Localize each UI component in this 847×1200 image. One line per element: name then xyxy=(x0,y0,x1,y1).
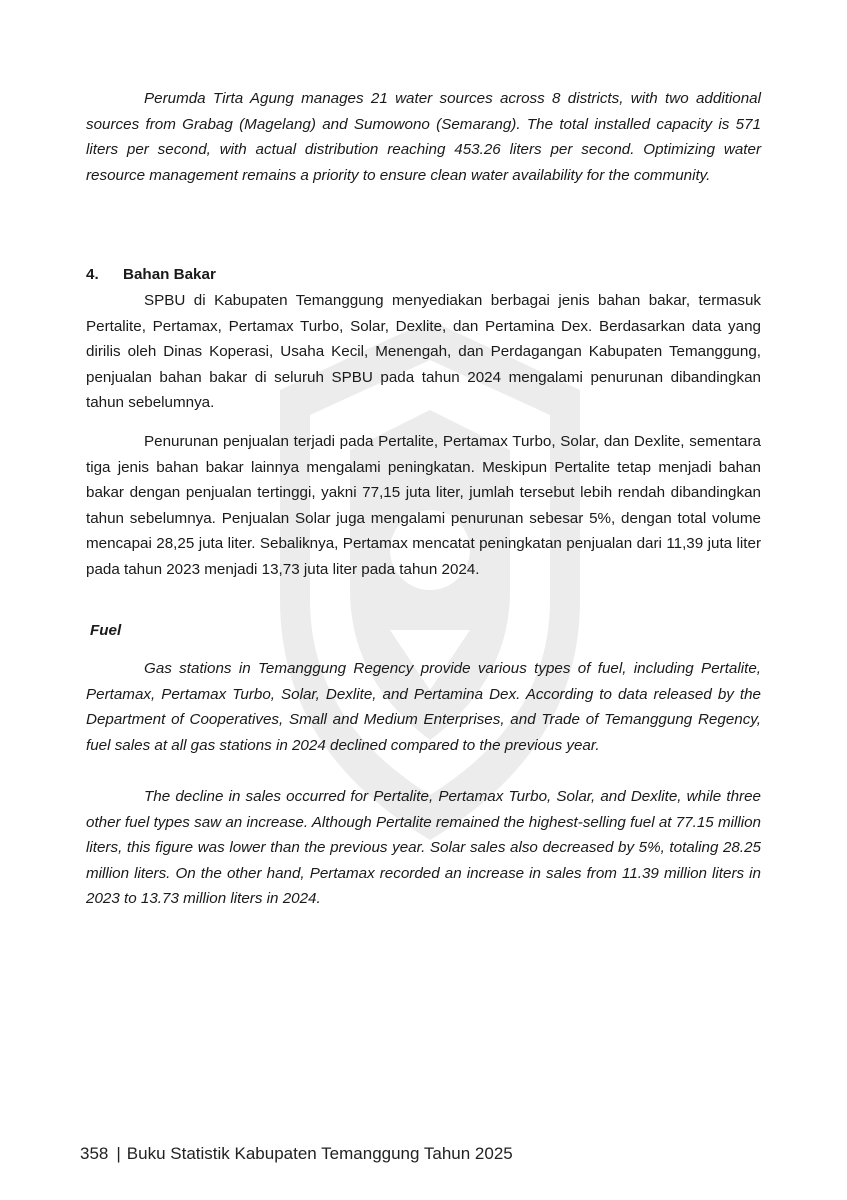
water-paragraph-en: Perumda Tirta Agung manages 21 water sources across 8 districts, with two additional sources from Grabag (Magelang) and Sumowono (Semarang). The total installed capacity is 571 liters per second, with actual distribution reaching 453.26 liters per second. Optimizing water resource management remains a priority to ensure clean water availability for the community. xyxy=(86,90,761,184)
section-english-title: Fuel xyxy=(90,622,122,639)
section-heading xyxy=(86,264,216,286)
book-title: Buku Statistik Kabupaten Temanggung Tahun 2025 xyxy=(126,1144,513,1163)
fuel-paragraph-en-2: The decline in sales occurred for Pertalite, Pertamax Turbo, Solar, and Dexlite, while three other fuel types saw an increase. Although Pertalite remained the highest-selling fuel at 77.15 million liters, this figure was lower than the previous year. Solar sales also decreased by 5%, totaling 28.25 million liters. On the other hand, Pertamax recorded an increase in sales from 11.39 million liters in 2023 to 13.73 million liters in 2024. xyxy=(86,788,761,907)
fuel-paragraph-id-2: Penurunan penjualan terjadi pada Pertalite, Pertamax Turbo, Solar, dan Dexlite, sementara tiga jenis bahan bakar lainnya mengalami peningkatan. Meskipun Pertalite tetap menjadi bahan bakar dengan penjualan tertinggi, yakni 77,15 juta liter, jumlah tersebut lebih rendah dibandingkan tahun sebelumnya. Penjualan Solar juga mengalami penurunan sebesar 5%, dengan total volume mencapai 28,25 juta liter. Sebaliknya, Pertamax mencatat peningkatan penjualan dari 11,39 juta liter pada tahun 2023 menjadi 13,73 juta liter pada tahun 2024. xyxy=(86,433,761,578)
fuel-paragraph-id-1: SPBU di Kabupaten Temanggung menyediakan berbagai jenis bahan bakar, termasuk Pertalite, Pertamax, Pertamax Turbo, Solar, Dexlite, dan Pertamina Dex. Berdasarkan data yang dirilis oleh Dinas Koperasi, Usaha Kecil, Menengah, dan Perdagangan Kabupaten Temanggung, penjualan bahan bakar di seluruh SPBU pada tahun 2024 mengalami penurunan dibandingkan tahun sebelumnya. xyxy=(86,292,761,411)
footer-separator: | xyxy=(116,1144,121,1163)
fuel-paragraph-en-1: Gas stations in Temanggung Regency provide various types of fuel, including Pertalite, Pertamax, Pertamax Turbo, Solar, Dexlite, and Pertamina Dex. According to data released by the Department of Cooperatives, Small and Medium Enterprises, and Trade of Temanggung Regency, fuel sales at all gas stations in 2024 declined compared to the previous year. xyxy=(86,660,761,754)
section-title: Bahan Bakar xyxy=(123,266,216,283)
page-footer xyxy=(80,1142,513,1166)
page-number: 358 xyxy=(80,1144,109,1163)
section-number: 4. xyxy=(86,266,99,283)
